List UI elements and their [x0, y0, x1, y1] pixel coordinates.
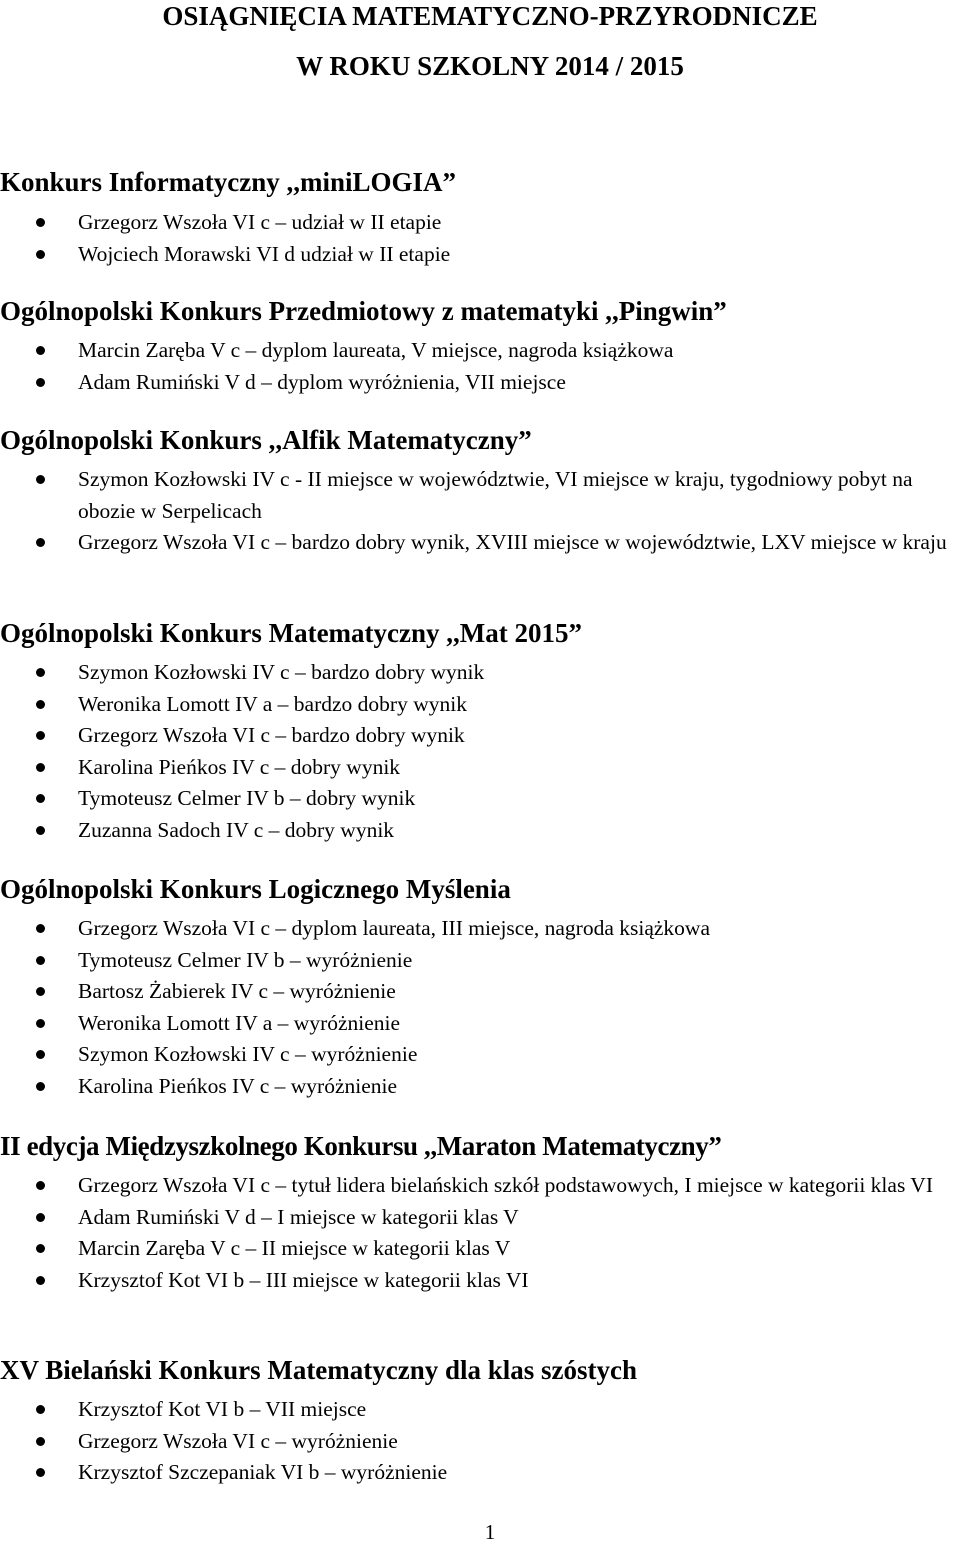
section-minilogia — [0, 166, 960, 270]
list-item — [0, 913, 960, 945]
bullet-icon — [36, 1276, 45, 1285]
list-item-text: Marcin Zaręba V c – dyplom laureata, V miejsce, nagroda książkowa — [78, 338, 674, 362]
bullet-icon — [36, 346, 45, 355]
bullet-icon — [36, 1437, 45, 1446]
list-item-text: Wojciech Morawski VI d udział w II etapie — [78, 241, 451, 266]
list-item — [0, 1457, 960, 1489]
bullet-icon — [36, 987, 45, 996]
list-item-text: Szymon Kozłowski IV c - II miejsce w województwie, VI miejsce w kraju, tygodniowy pobyt na obozie w Serpelicach — [78, 467, 913, 523]
section-heading: Konkurs Informatyczny ,,miniLOGIA” — [0, 167, 457, 197]
list-item-text: Adam Rumiński V d – dyplom wyróżnienia, VII miejsce — [78, 369, 566, 394]
bullet-icon — [36, 1213, 45, 1222]
result-list — [0, 1170, 960, 1296]
bullet-icon — [36, 794, 45, 803]
list-item-text: Grzegorz Wszoła VI c – udział w II etapie — [78, 210, 442, 234]
bullet-icon — [36, 924, 45, 933]
list-item-text: Grzegorz Wszoła VI c – tytuł lidera bielańskich szkół podstawowych, I miejsce w kategorii klas VI — [78, 1173, 933, 1197]
section-heading: Ogólnopolski Konkurs Matematyczny ,,Mat 2015” — [0, 618, 583, 648]
result-list — [0, 913, 960, 1103]
document-title-line-2: W ROKU SZKOLNY 2014 / 2015 — [296, 51, 684, 81]
list-item-text: Krzysztof Kot VI b – III miejsce w kategorii klas VI — [78, 1267, 529, 1292]
bullet-icon — [36, 1082, 45, 1091]
list-item — [0, 1202, 960, 1234]
section-alfik — [0, 424, 960, 559]
list-item — [0, 527, 960, 559]
list-item — [0, 752, 960, 784]
bullet-icon — [36, 475, 45, 484]
list-item — [0, 1233, 960, 1265]
section-maraton-matematyczny — [0, 1130, 960, 1296]
bullet-icon — [36, 668, 45, 677]
result-list — [0, 657, 960, 847]
bullet-icon — [36, 956, 45, 965]
list-item-text: Weronika Lomott IV a – wyróżnienie — [78, 1010, 401, 1035]
list-item — [0, 945, 960, 977]
bullet-icon — [36, 1050, 45, 1059]
list-item-text: Marcin Zaręba V c – II miejsce w kategorii klas V — [78, 1236, 511, 1261]
list-item — [0, 464, 960, 527]
list-item — [0, 1008, 960, 1040]
list-item-text: Tymoteusz Celmer IV b – wyróżnienie — [78, 947, 413, 972]
bullet-icon — [36, 378, 45, 387]
bullet-icon — [36, 731, 45, 740]
list-item-text: Karolina Pieńkos IV c – wyróżnienie — [78, 1073, 398, 1098]
list-item-text: Grzegorz Wszoła VI c – bardzo dobry wynik, XVIII miejsce w województwie, LXV miejsce w kraju — [78, 530, 947, 555]
list-item — [0, 1071, 960, 1103]
list-item — [0, 689, 960, 721]
list-item — [0, 720, 960, 752]
list-item — [0, 1170, 960, 1202]
bullet-icon — [36, 1468, 45, 1477]
list-item — [0, 657, 960, 689]
list-item — [0, 1265, 960, 1297]
list-item — [0, 367, 960, 399]
section-heading: II edycja Międzyszkolnego Konkursu ,,Maraton Matematyczny” — [0, 1131, 722, 1161]
section-heading: Ogólnopolski Konkurs Przedmiotowy z matematyki ,,Pingwin” — [0, 296, 727, 326]
section-bielanski-konkurs — [0, 1354, 960, 1489]
list-item-text: Adam Rumiński V d – I miejsce w kategorii klas V — [78, 1204, 519, 1229]
bullet-icon — [36, 1181, 45, 1190]
bullet-icon — [36, 218, 45, 227]
list-item-text: Grzegorz Wszoła VI c – bardzo dobry wynik — [78, 723, 465, 748]
list-item — [0, 207, 960, 239]
result-list — [0, 207, 960, 270]
result-list — [0, 335, 960, 398]
bullet-icon — [36, 1405, 45, 1414]
section-pingwin — [0, 295, 960, 398]
result-list — [0, 464, 960, 559]
document-title-line-1: OSIĄGNIĘCIA MATEMATYCZNO-PRZYRODNICZE — [162, 1, 818, 31]
section-heading: XV Bielański Konkurs Matematyczny dla klas szóstych — [0, 1355, 638, 1385]
list-item — [0, 239, 960, 271]
bullet-icon — [36, 700, 45, 709]
bullet-icon — [36, 1244, 45, 1253]
list-item-text: Grzegorz Wszoła VI c – dyplom laureata, III miejsce, nagroda książkowa — [78, 916, 711, 940]
list-item-text: Krzysztof Kot VI b – VII miejsce — [78, 1397, 367, 1421]
list-item — [0, 815, 960, 847]
bullet-icon — [36, 1019, 45, 1028]
page-number: 1 — [484, 1520, 496, 1544]
result-list — [0, 1394, 960, 1489]
list-item — [0, 976, 960, 1008]
list-item-text: Tymoteusz Celmer IV b – dobry wynik — [78, 786, 416, 811]
section-logiczne-myslenie — [0, 873, 960, 1103]
list-item-text: Grzegorz Wszoła VI c – wyróżnienie — [78, 1428, 398, 1453]
list-item-text: Szymon Kozłowski IV c – bardzo dobry wynik — [78, 660, 485, 684]
list-item-text: Krzysztof Szczepaniak VI b – wyróżnienie — [78, 1460, 448, 1485]
list-item-text: Zuzanna Sadoch IV c – dobry wynik — [78, 817, 395, 842]
list-item — [0, 335, 960, 367]
list-item — [0, 1394, 960, 1426]
list-item — [0, 783, 960, 815]
bullet-icon — [36, 538, 45, 547]
bullet-icon — [36, 826, 45, 835]
list-item-text: Weronika Lomott IV a – bardzo dobry wynik — [78, 691, 467, 716]
section-heading: Ogólnopolski Konkurs Logicznego Myślenia — [0, 874, 511, 904]
list-item — [0, 1039, 960, 1071]
list-item-text: Bartosz Żabierek IV c – wyróżnienie — [78, 979, 396, 1004]
section-mat-2015 — [0, 617, 960, 847]
bullet-icon — [36, 250, 45, 259]
section-heading: Ogólnopolski Konkurs ,,Alfik Matematyczny” — [0, 425, 532, 455]
bullet-icon — [36, 763, 45, 772]
list-item — [0, 1426, 960, 1458]
list-item-text: Szymon Kozłowski IV c – wyróżnienie — [78, 1042, 418, 1067]
list-item-text: Karolina Pieńkos IV c – dobry wynik — [78, 754, 401, 779]
